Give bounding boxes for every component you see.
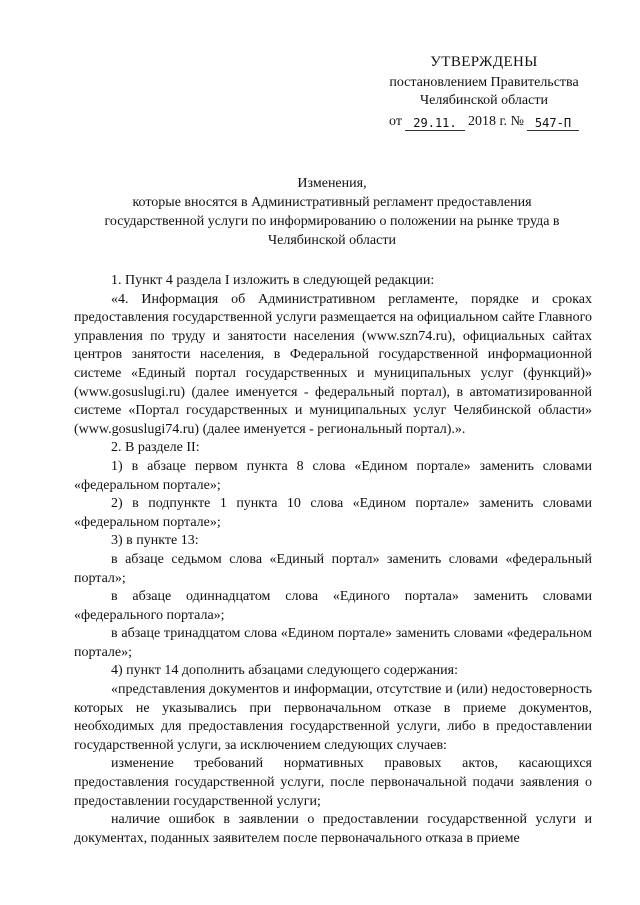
paragraph: в абзаце одиннадцатом слова «Единого портала» заменить словами «федерального портала»; — [74, 589, 592, 623]
paragraph: «представления документов и информации, отсутствие и (или) недостоверность которых не указывались при первоначальном отказе в приеме документов, необходимых для предоставления государственной услуги, либо в предоставлении государственной услуги, за исключением следующих случаев: — [74, 682, 592, 753]
paragraph: наличие ошибок в заявлении о предоставлении государственной услуги и документах, поданных заявителем после первоначального отказа в приеме — [74, 812, 592, 846]
approval-heading: УТВЕРЖДЕНЫ — [430, 54, 538, 70]
approval-line-2: Челябинской области — [420, 93, 548, 108]
paragraph: 2) в подпункте 1 пункта 10 слова «Едином портале» заменить словами «федеральном портале»; — [74, 496, 592, 530]
year-text: 2018 г. № — [467, 114, 524, 129]
approval-line-1: постановлением Правительства — [389, 75, 579, 90]
paragraph: 4) пункт 14 дополнить абзацами следующего содержания: — [111, 663, 458, 679]
paragraph: 3) в пункте 13: — [111, 533, 199, 549]
title-line-4: Челябинской области — [268, 233, 396, 248]
number-field: 547-П — [527, 116, 579, 131]
title-line-2: которые вносятся в Административный регламент предоставления — [132, 195, 532, 210]
date-prefix: от — [389, 114, 402, 129]
title-line-3: государственной услуги по информированию о положении на рынке труда в — [104, 214, 560, 229]
paragraph: в абзаце тринадцатом слова «Едином портале» заменить словами «федеральном портале»; — [74, 626, 592, 660]
title-line-1: Изменения, — [297, 176, 367, 191]
document-title — [72, 174, 592, 250]
document-body — [74, 272, 592, 848]
paragraph: «4. Информация об Административном регламенте, порядке и сроках предоставления государственной услуги размещается на официальном сайте Главного управления по труду и занятости населения (www.szn74.ru), официальных сайтах центров занятости населения, в Федеральной государственной информационной системе «Единый портал государственных и муниципальных услуг (функций)» (www.gosuslugi.ru) (далее именуется - федеральный портал), в автоматизированной системе «Портал государственных и муниципальных услуг Челябинской области» (www.gosuslugi74.ru) (далее именуется - региональный портал).». — [74, 291, 592, 437]
paragraph: 1. Пункт 4 раздела I изложить в следующей редакции: — [111, 273, 435, 288]
paragraph: изменение требований нормативных правовых актов, касающихся предоставления государственной услуги, после первоначальной подачи заявления о предоставлении государственной услуги; — [74, 756, 592, 809]
date-field: 29.11. — [405, 116, 465, 131]
paragraph: 1) в абзаце первом пункта 8 слова «Едином портале» заменить словами «федеральном портале»; — [74, 458, 592, 493]
paragraph: 2. В разделе II: — [111, 440, 200, 456]
paragraph: в абзаце седьмом слова «Единый портал» заменить словами «федеральный портал»; — [74, 551, 592, 586]
approval-dateline — [378, 113, 590, 131]
approval-block — [378, 53, 590, 131]
